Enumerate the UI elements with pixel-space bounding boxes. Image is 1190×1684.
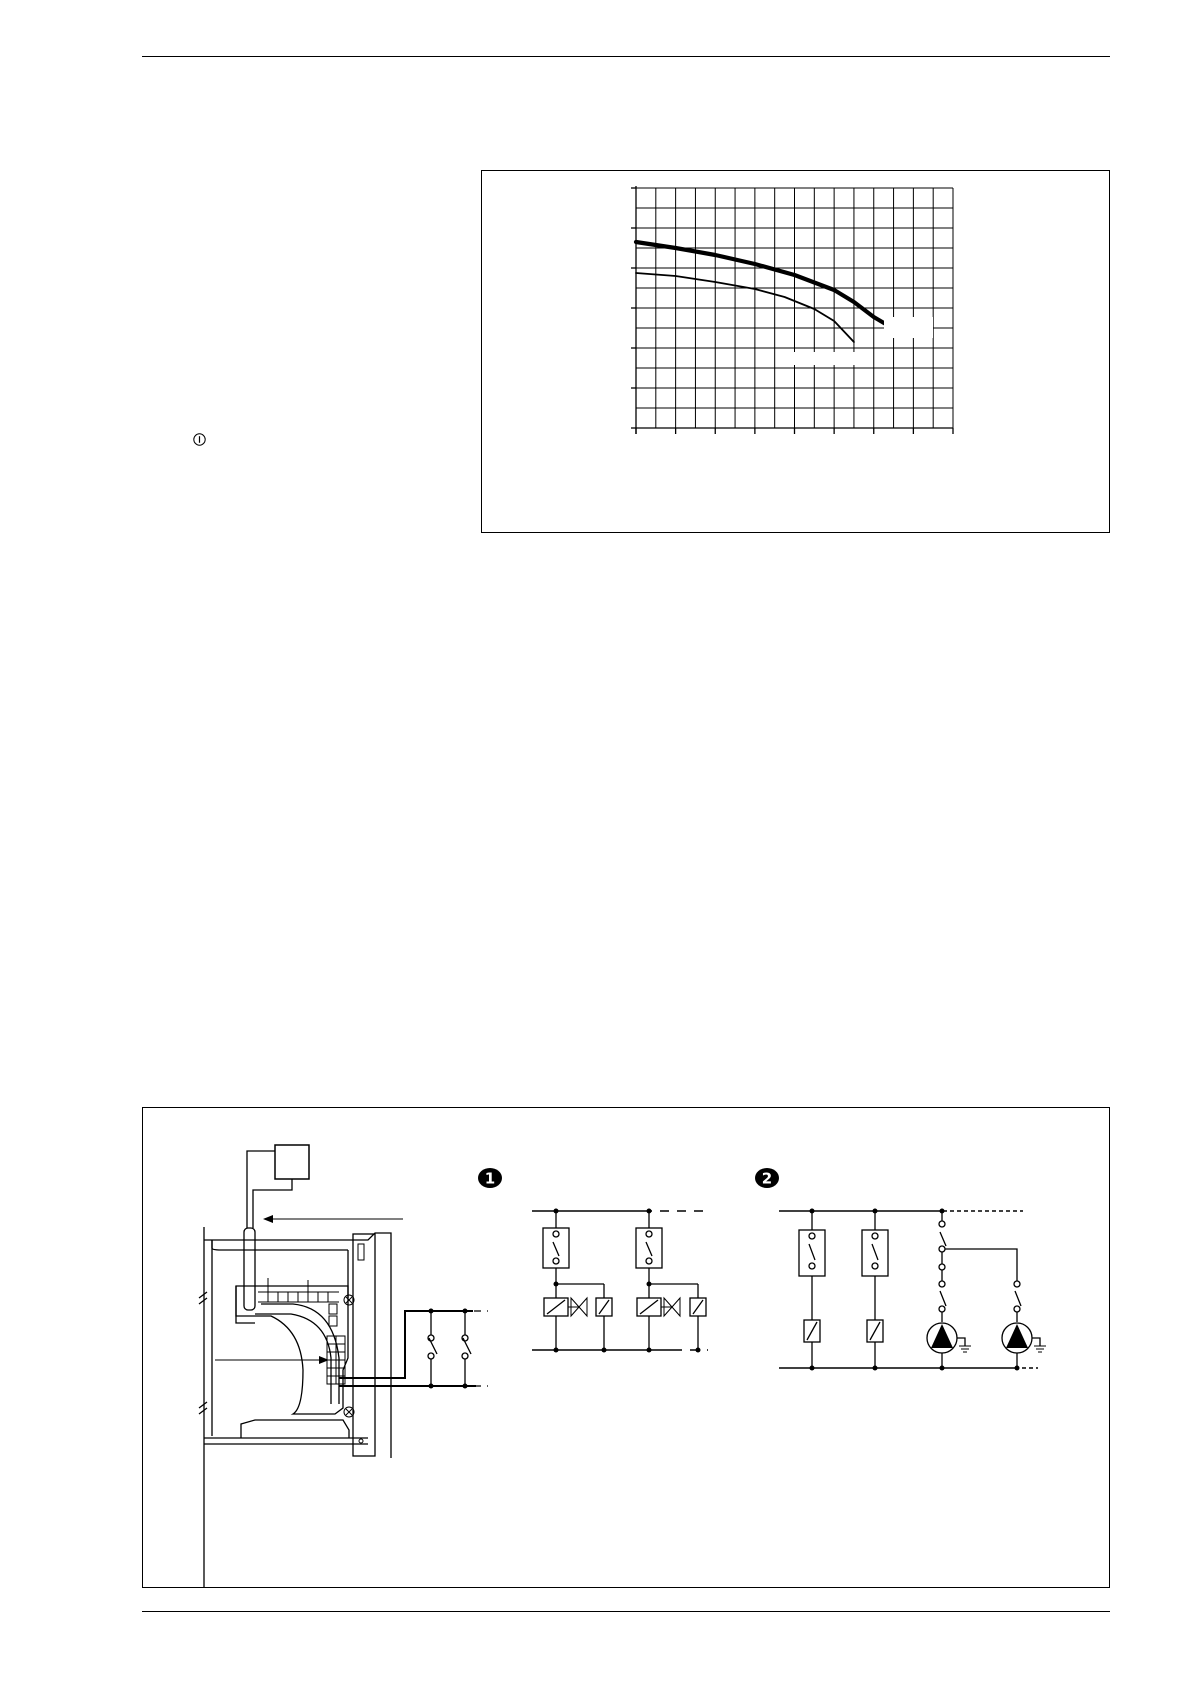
break-mark [199,1292,207,1304]
external-wire [339,1311,473,1378]
unit-cutaway-drawing [199,1145,488,1587]
relay-branch [636,1209,706,1353]
controller-board [236,1286,255,1323]
mount-hole [359,1439,363,1443]
performance-chart [482,171,1109,532]
housing-wall [212,1240,348,1250]
side-rail [353,1234,375,1456]
circled-digit-one-icon [478,1168,502,1188]
wiring-panel [142,1107,1110,1588]
chart-panel [481,170,1110,533]
footer-rule [142,1611,1110,1612]
switch-icon [462,1309,471,1389]
curve-label-box-2 [784,352,856,365]
wiring-diagram [143,1108,1109,1587]
ground-icon [1032,1338,1040,1346]
info-circle-icon [193,433,206,446]
terminal-block [327,1304,345,1384]
side-rail-slot [358,1244,364,1260]
pump-branch [1002,1268,1046,1371]
housing-outline [241,1420,349,1438]
relay-branch [543,1209,612,1353]
sensor-box [275,1145,309,1179]
svg-text:2: 2 [761,1169,773,1188]
connector-comb [258,1278,339,1302]
pump-branch [927,1209,1017,1371]
break-mark [199,1402,207,1414]
series-line-1 [636,242,886,324]
curve-label-box-1 [884,317,933,338]
circuit-diagram-2 [779,1209,1046,1371]
housing-outline [204,1233,391,1458]
svg-text:1: 1 [484,1169,496,1188]
pump-icon [927,1323,957,1353]
switch-icon [428,1309,437,1389]
chart-series [636,242,886,342]
pointer-arrowhead [263,1215,273,1223]
relay-branch [799,1209,825,1371]
header-rule [142,56,1110,57]
chart-grid [636,188,953,428]
ground-icon [957,1338,965,1346]
circuit-diagram-1 [532,1209,708,1353]
chart-axes [631,186,953,434]
relay-branch [862,1209,888,1371]
circled-digit-two-icon [755,1168,779,1188]
pump-icon [1002,1323,1032,1353]
